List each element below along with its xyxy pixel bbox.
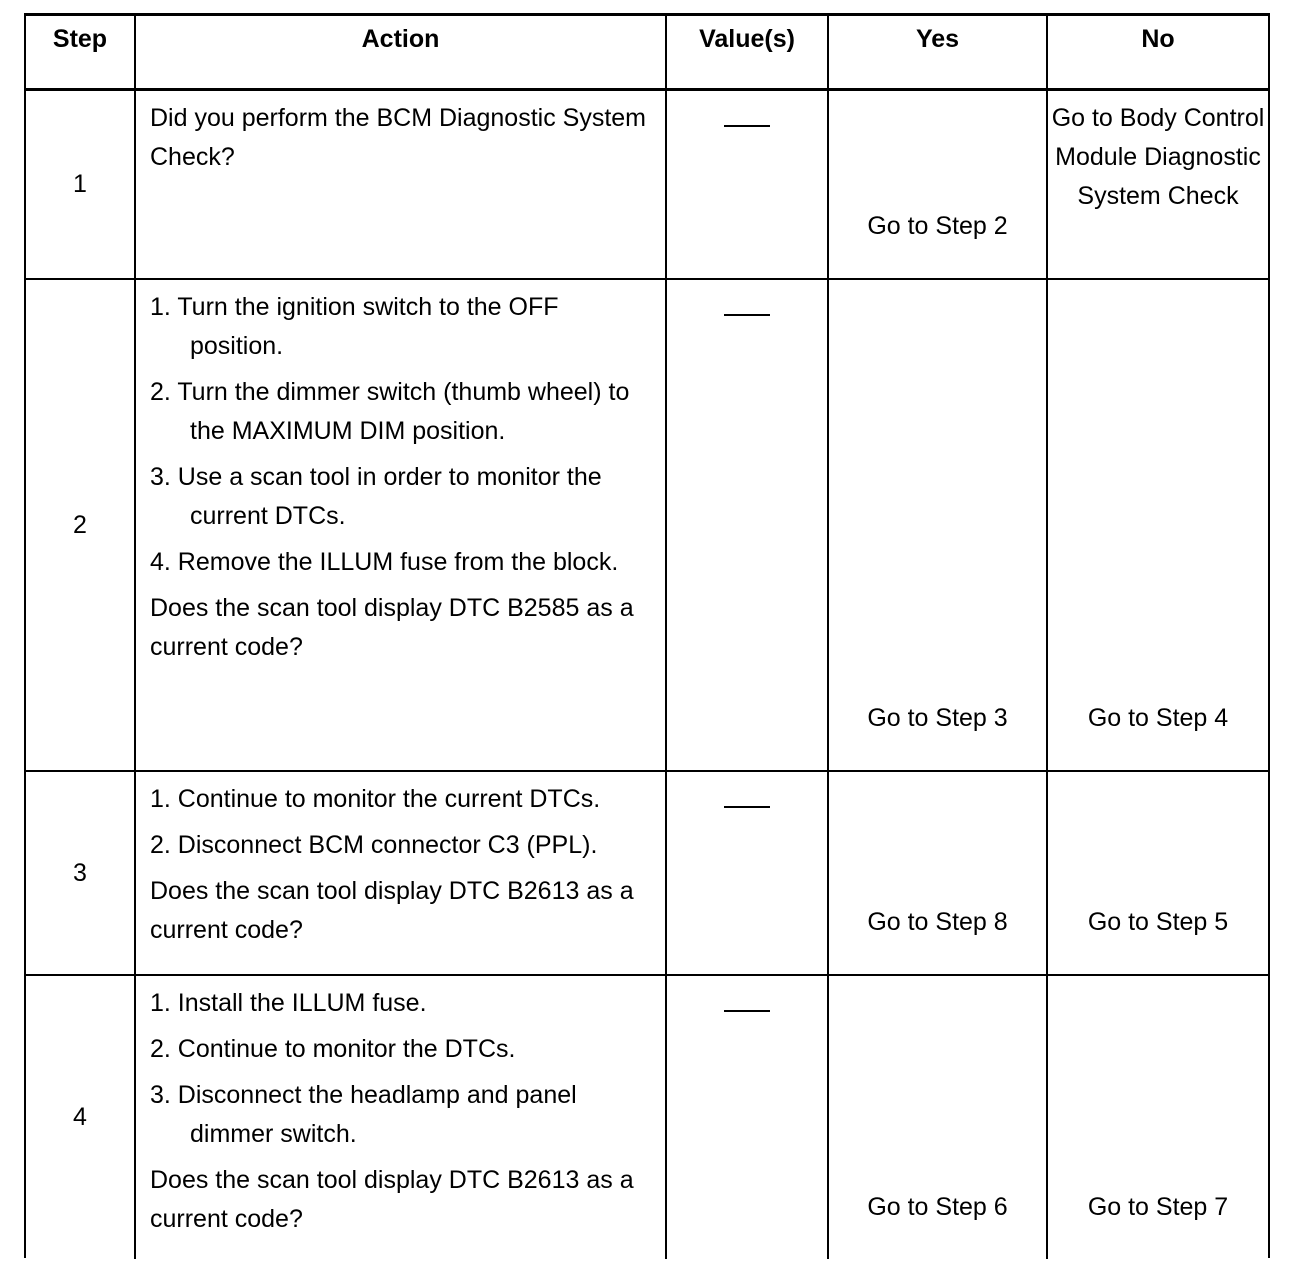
yes-cell — [828, 279, 1047, 771]
table-row — [26, 771, 1268, 975]
header-no: No — [1047, 16, 1268, 89]
action-step-item: 2. Continue to monitor the DTCs. — [150, 1035, 516, 1063]
action-question: Does the scan tool display DTC B2613 as a current code? — [150, 1166, 634, 1233]
no-result: Go to Step 7 — [1087, 1193, 1229, 1221]
action-step-item: 2. Turn the dimmer switch (thumb wheel) to the MAXIMUM DIM position. — [150, 378, 630, 445]
action-steps — [150, 984, 657, 1154]
diagnostic-table — [26, 16, 1268, 1259]
yes-result: Go to Step 2 — [867, 212, 1008, 240]
table-row — [26, 89, 1268, 279]
no-result: Go to Body Control Module Diagnostic System Check — [1051, 103, 1265, 210]
yes-cell — [828, 975, 1047, 1259]
action-steps — [150, 780, 657, 865]
value-dash — [724, 1010, 770, 1012]
action-step-item: 1. Continue to monitor the current DTCs. — [150, 785, 601, 813]
yes-result: Go to Step 6 — [867, 1193, 1008, 1221]
yes-result: Go to Step 3 — [867, 704, 1008, 732]
diagnostic-table-container — [24, 13, 1270, 1258]
header-values: Value(s) — [666, 16, 828, 89]
header-action: Action — [135, 16, 666, 89]
action-question: Did you perform the BCM Diagnostic System Check? — [150, 103, 647, 171]
yes-result: Go to Step 8 — [867, 908, 1008, 936]
value-dash — [724, 314, 770, 316]
action-steps — [150, 288, 657, 582]
table-row — [26, 975, 1268, 1259]
step-number: 2 — [26, 279, 135, 771]
value-dash — [724, 806, 770, 808]
action-cell — [135, 89, 666, 279]
action-step-item: 3. Use a scan tool in order to monitor the current DTCs. — [150, 463, 602, 530]
header-yes: Yes — [828, 16, 1047, 89]
header-step: Step — [26, 16, 135, 89]
step-number: 3 — [26, 771, 135, 975]
step-number: 1 — [26, 89, 135, 279]
action-cell — [135, 975, 666, 1259]
value-cell — [666, 771, 828, 975]
action-question: Does the scan tool display DTC B2585 as a current code? — [150, 594, 634, 661]
yes-cell — [828, 89, 1047, 279]
value-cell — [666, 89, 828, 279]
no-result: Go to Step 4 — [1087, 704, 1229, 732]
action-step-item: 1. Install the ILLUM fuse. — [150, 989, 427, 1017]
no-cell — [1047, 771, 1268, 975]
step-number: 4 — [26, 975, 135, 1259]
no-result: Go to Step 5 — [1087, 908, 1229, 936]
value-cell — [666, 279, 828, 771]
value-cell — [666, 975, 828, 1259]
no-cell — [1047, 89, 1268, 279]
no-cell — [1047, 975, 1268, 1259]
action-step-item: 3. Disconnect the headlamp and panel dimmer switch. — [150, 1081, 577, 1148]
action-step-item: 4. Remove the ILLUM fuse from the block. — [150, 548, 619, 576]
action-cell — [135, 771, 666, 975]
action-step-item: 2. Disconnect BCM connector C3 (PPL). — [150, 831, 598, 859]
no-cell — [1047, 279, 1268, 771]
value-dash — [724, 125, 770, 127]
action-cell — [135, 279, 666, 771]
yes-cell — [828, 771, 1047, 975]
action-question: Does the scan tool display DTC B2613 as a current code? — [150, 877, 634, 944]
action-step-item: 1. Turn the ignition switch to the OFF position. — [150, 293, 559, 360]
table-row — [26, 279, 1268, 771]
header-row — [26, 16, 1268, 89]
